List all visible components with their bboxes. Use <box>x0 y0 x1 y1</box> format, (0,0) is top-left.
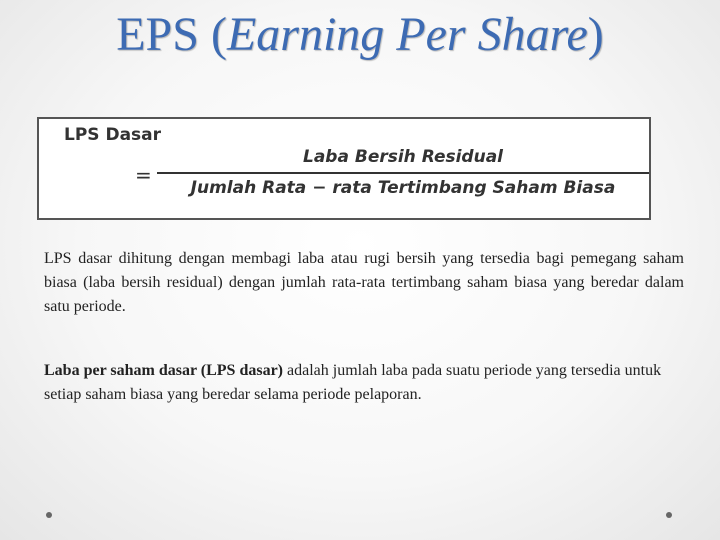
formula-box <box>37 117 651 220</box>
title-italic: Earning Per Share <box>226 8 588 61</box>
paragraph-definition-lps <box>44 359 684 407</box>
paragraph-bold-term: Laba per saham dasar (LPS dasar) <box>44 362 283 379</box>
slide-title <box>0 6 720 64</box>
formula-denominator: Jumlah Rata − rata Tertimbang Saham Biasa <box>190 178 616 198</box>
title-suffix: ) <box>587 8 604 61</box>
fraction-bar <box>157 172 649 174</box>
formula-lhs: LPS Dasar <box>64 125 162 145</box>
paragraph-definition-method: LPS dasar dihitung dengan membagi laba atau rugi bersih yang tersedia bagi pemegang saham biasa (laba bersih residual) dengan jumlah rata-rata tertimbang saham biasa yang beredar dalam satu periode. <box>44 250 684 315</box>
decorative-dot-right <box>666 512 672 518</box>
formula-numerator: Laba Bersih Residual <box>303 147 503 167</box>
decorative-dot-left <box>46 512 52 518</box>
title-prefix: EPS ( <box>116 8 227 61</box>
formula-equals-sign: = <box>135 163 152 187</box>
paragraph-rest: adalah jumlah laba pada suatu periode yang tersedia untuk setiap saham biasa yang beredar selama periode pelaporan. <box>44 362 662 403</box>
